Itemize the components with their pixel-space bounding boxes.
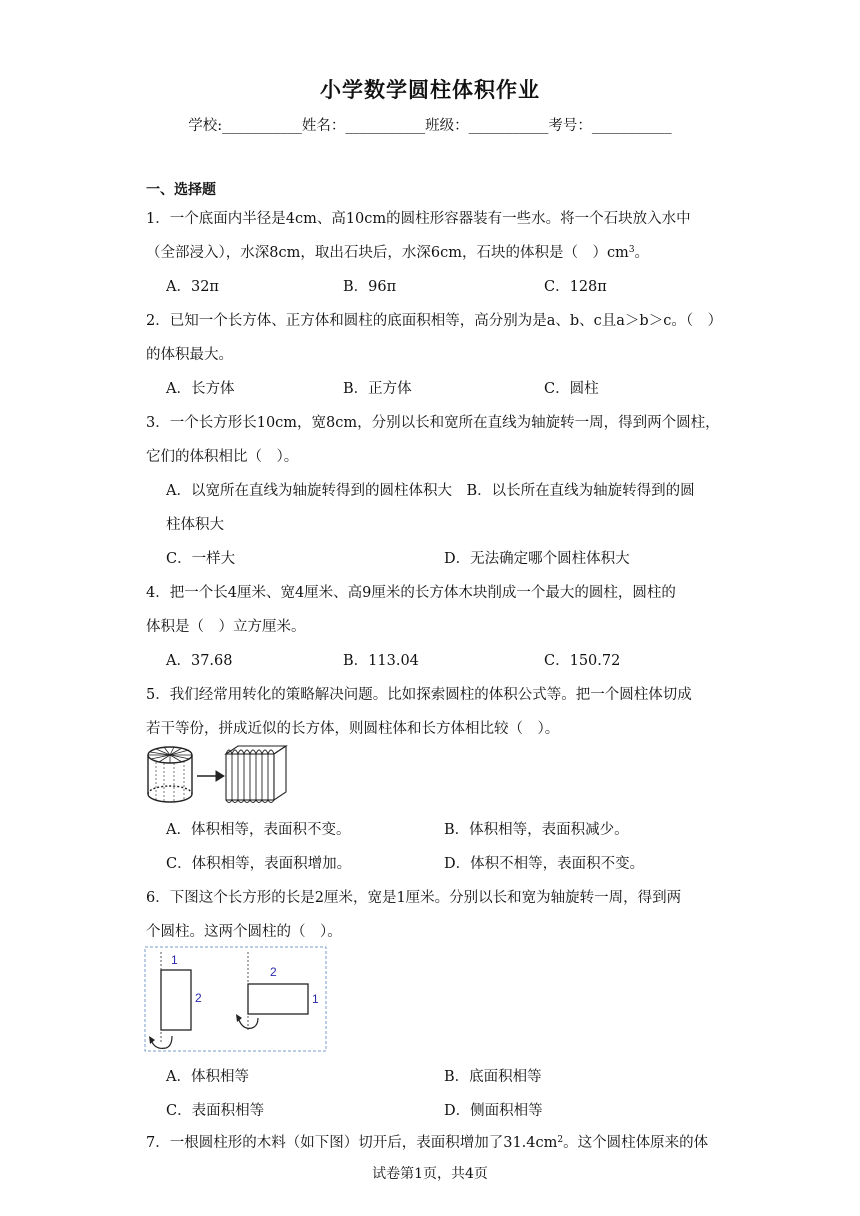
cylinder-drawing — [148, 747, 192, 802]
q3-option-b-cont: 柱体积大 — [166, 517, 224, 533]
q6-line1: 6．下图这个长方形的长是2厘米，宽是1厘米。分别以长和宽为轴旋转一周，得到两 — [146, 890, 682, 906]
q5-line1: 5．我们经常用转化的策略解决问题。比如探索圆柱的体积公式等。把一个圆柱体切成 — [146, 687, 692, 703]
q3-option-c: C．一样大 — [166, 551, 236, 567]
q3-line1: 3．一个长方形长10cm，宽8cm，分别以长和宽所在直线为轴旋转一周，得到两个圆柱， — [146, 415, 720, 431]
arrow-right-icon — [197, 771, 224, 781]
q2-line1: 2．已知一个长方体、正方体和圆柱的底面积相等，高分别为是a、b、c且a＞b＞c。（ ） — [146, 313, 723, 329]
q2-option-c: C．圆柱 — [544, 381, 599, 397]
student-info-line: 学校:___________姓名：___________班级：___________考号：___________ — [188, 118, 672, 134]
q5-option-c: C．体积相等，表面积增加。 — [166, 856, 352, 872]
q5-option-b: B．体积相等，表面积减少。 — [444, 822, 629, 838]
q3-line2: 它们的体积相比（ ）。 — [146, 449, 299, 465]
q6-line2: 个圆柱。这两个圆柱的（ ）。 — [146, 924, 342, 940]
q5-line2: 若干等份，拼成近似的长方体，则圆柱体和长方体相比较（ ）。 — [146, 721, 560, 737]
q6-option-d: D．侧面积相等 — [444, 1103, 543, 1119]
q2-option-a: A．长方体 — [166, 381, 235, 397]
q1-line2: （全部浸入），水深8cm，取出石块后，水深6cm，石块的体积是（ ）$cm^3$。 — [146, 245, 650, 261]
q4-line1: 4．把一个长4厘米、宽4厘米、高9厘米的长方体木块削成一个最大的圆柱，圆柱的 — [146, 585, 676, 601]
right-width-label: 1 — [312, 992, 319, 1006]
right-length-label: 2 — [270, 965, 277, 979]
q1-option-c: C．128π — [544, 279, 607, 295]
left-width-label: 1 — [171, 953, 178, 967]
page-title: 小学数学圆柱体积作业 — [320, 77, 540, 102]
rotate-arrow-icon — [239, 1018, 258, 1028]
q1-option-b: B．96π — [343, 279, 397, 295]
q5-option-d: D．体积不相等，表面积不变。 — [444, 856, 645, 872]
q3-option-d: D．无法确定哪个圆柱体积大 — [444, 551, 630, 567]
q4-option-b: B．113.04 — [343, 653, 419, 669]
q1-line1: 1．一个底面内半径是4cm、高10cm的圆柱形容器装有一些水。将一个石块放入水中 — [146, 211, 691, 227]
q4-option-a: A．37.68 — [166, 653, 233, 669]
q4-option-c: C．150.72 — [544, 653, 621, 669]
rectangle-rotation-figure — [144, 946, 328, 1054]
cylinder-to-cuboid-figure — [144, 742, 296, 806]
q6-option-a: A．体积相等 — [166, 1069, 249, 1085]
q4-line2: 体积是（ ）立方厘米。 — [146, 619, 306, 635]
q6-option-b: B．底面积相等 — [444, 1069, 542, 1085]
page-footer: 试卷第1页，共4页 — [372, 1166, 488, 1182]
q3-option-ab: A．以宽所在直线为轴旋转得到的圆柱体积大 B．以长所在直线为轴旋转得到的圆 — [166, 483, 695, 499]
q5-option-a: A．体积相等，表面积不变。 — [166, 822, 351, 838]
section-heading: 一、选择题 — [146, 182, 216, 198]
rotate-arrow-icon — [152, 1036, 172, 1048]
q6-option-c: C．表面积相等 — [166, 1103, 265, 1119]
left-length-label: 2 — [195, 991, 202, 1005]
q1-option-a: A．32π — [166, 279, 219, 295]
q2-option-b: B．正方体 — [343, 381, 412, 397]
q7-line1: 7．一根圆柱形的木料（如下图）切开后，表面积增加了$31.4cm^2$。这个圆柱体原来的体 — [146, 1135, 709, 1151]
cuboid-drawing — [226, 746, 286, 803]
q2-line2: 的体积最大。 — [146, 347, 233, 363]
